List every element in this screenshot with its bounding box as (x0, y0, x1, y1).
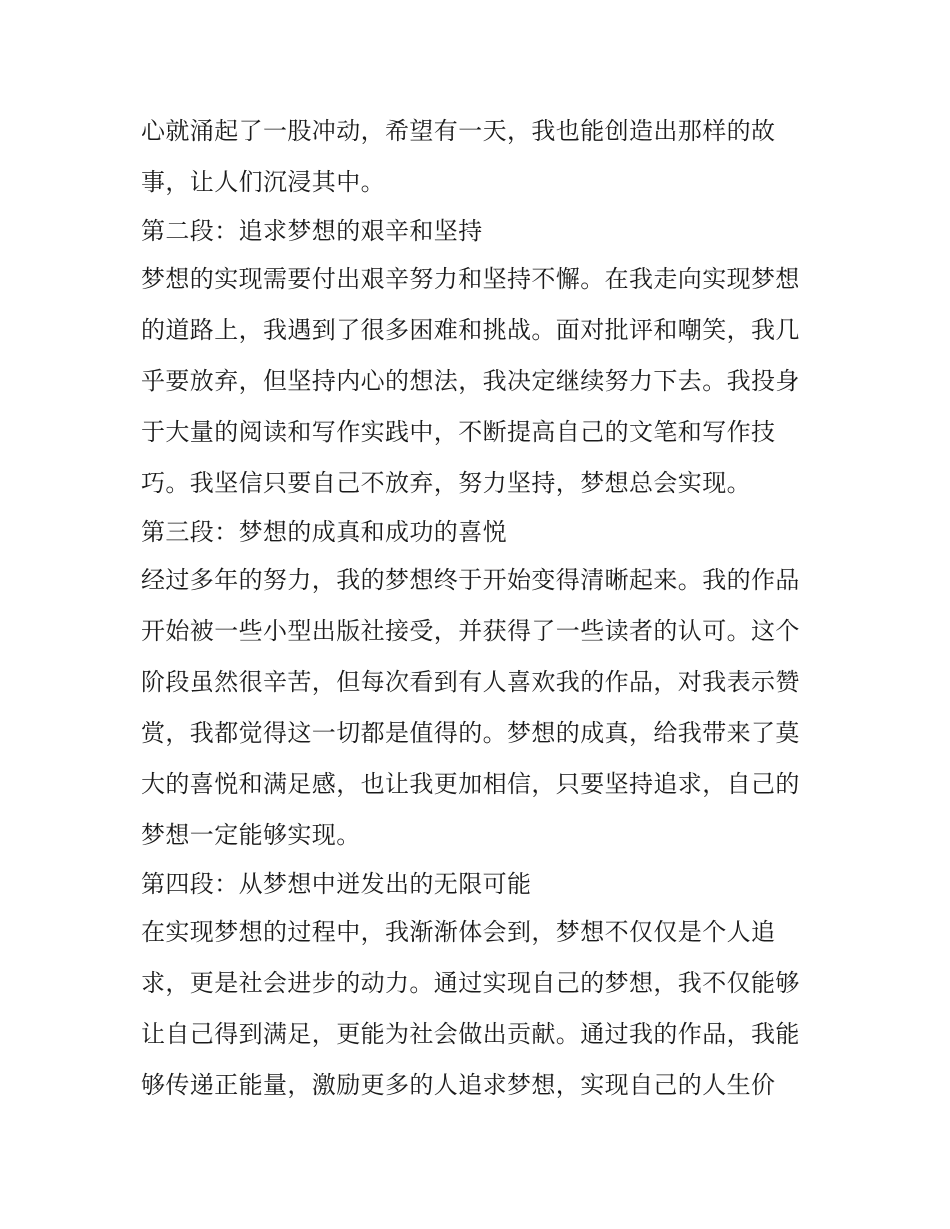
paragraph-line: 事，让人们沉浸其中。 (141, 168, 385, 196)
paragraph-line: 经过多年的努力，我的梦想终于开始变得清晰起来。我的作品 (141, 566, 800, 594)
paragraph-line: 在实现梦想的过程中，我渐渐体会到，梦想不仅仅是个人追 (141, 918, 776, 946)
paragraph-line: 赏，我都觉得这一切都是值得的。梦想的成真，给我带来了莫 (141, 719, 800, 747)
paragraph-line: 巧。我坚信只要自己不放弃，努力坚持，梦想总会实现。 (141, 469, 751, 497)
paragraph-line: 开始被一些小型出版社接受，并获得了一些读者的认可。这个 (141, 617, 800, 645)
paragraph-line: 于大量的阅读和写作实践中，不断提高自己的文笔和写作技 (141, 418, 776, 446)
paragraph-line: 大的喜悦和满足感，也让我更加相信，只要坚持追求，自己的 (141, 770, 800, 798)
paragraph-line: 够传递正能量，激励更多的人追求梦想，实现自己的人生价 (141, 1071, 776, 1099)
paragraph-line: 乎要放弃，但坚持内心的想法，我决定继续努力下去。我投身 (141, 367, 800, 395)
document-body (141, 106, 821, 1111)
paragraph-line: 让自己得到满足，更能为社会做出贡献。通过我的作品，我能 (141, 1020, 800, 1048)
section-heading: 第三段：梦想的成真和成功的喜悦 (141, 518, 507, 546)
paragraph-line: 梦想一定能够实现。 (141, 821, 361, 849)
paragraph-line: 求，更是社会进步的动力。通过实现自己的梦想，我不仅能够 (141, 969, 800, 997)
section-heading: 第四段：从梦想中迸发出的无限可能 (141, 870, 532, 898)
paragraph-line: 心就涌起了一股冲动，希望有一天，我也能创造出那样的故 (141, 117, 776, 145)
paragraph-line: 阶段虽然很辛苦，但每次看到有人喜欢我的作品，对我表示赞 (141, 668, 800, 696)
section-heading: 第二段：追求梦想的艰辛和坚持 (141, 217, 483, 245)
paragraph-line: 的道路上，我遇到了很多困难和挑战。面对批评和嘲笑，我几 (141, 316, 800, 344)
paragraph-line: 梦想的实现需要付出艰辛努力和坚持不懈。在我走向实现梦想 (141, 265, 800, 293)
